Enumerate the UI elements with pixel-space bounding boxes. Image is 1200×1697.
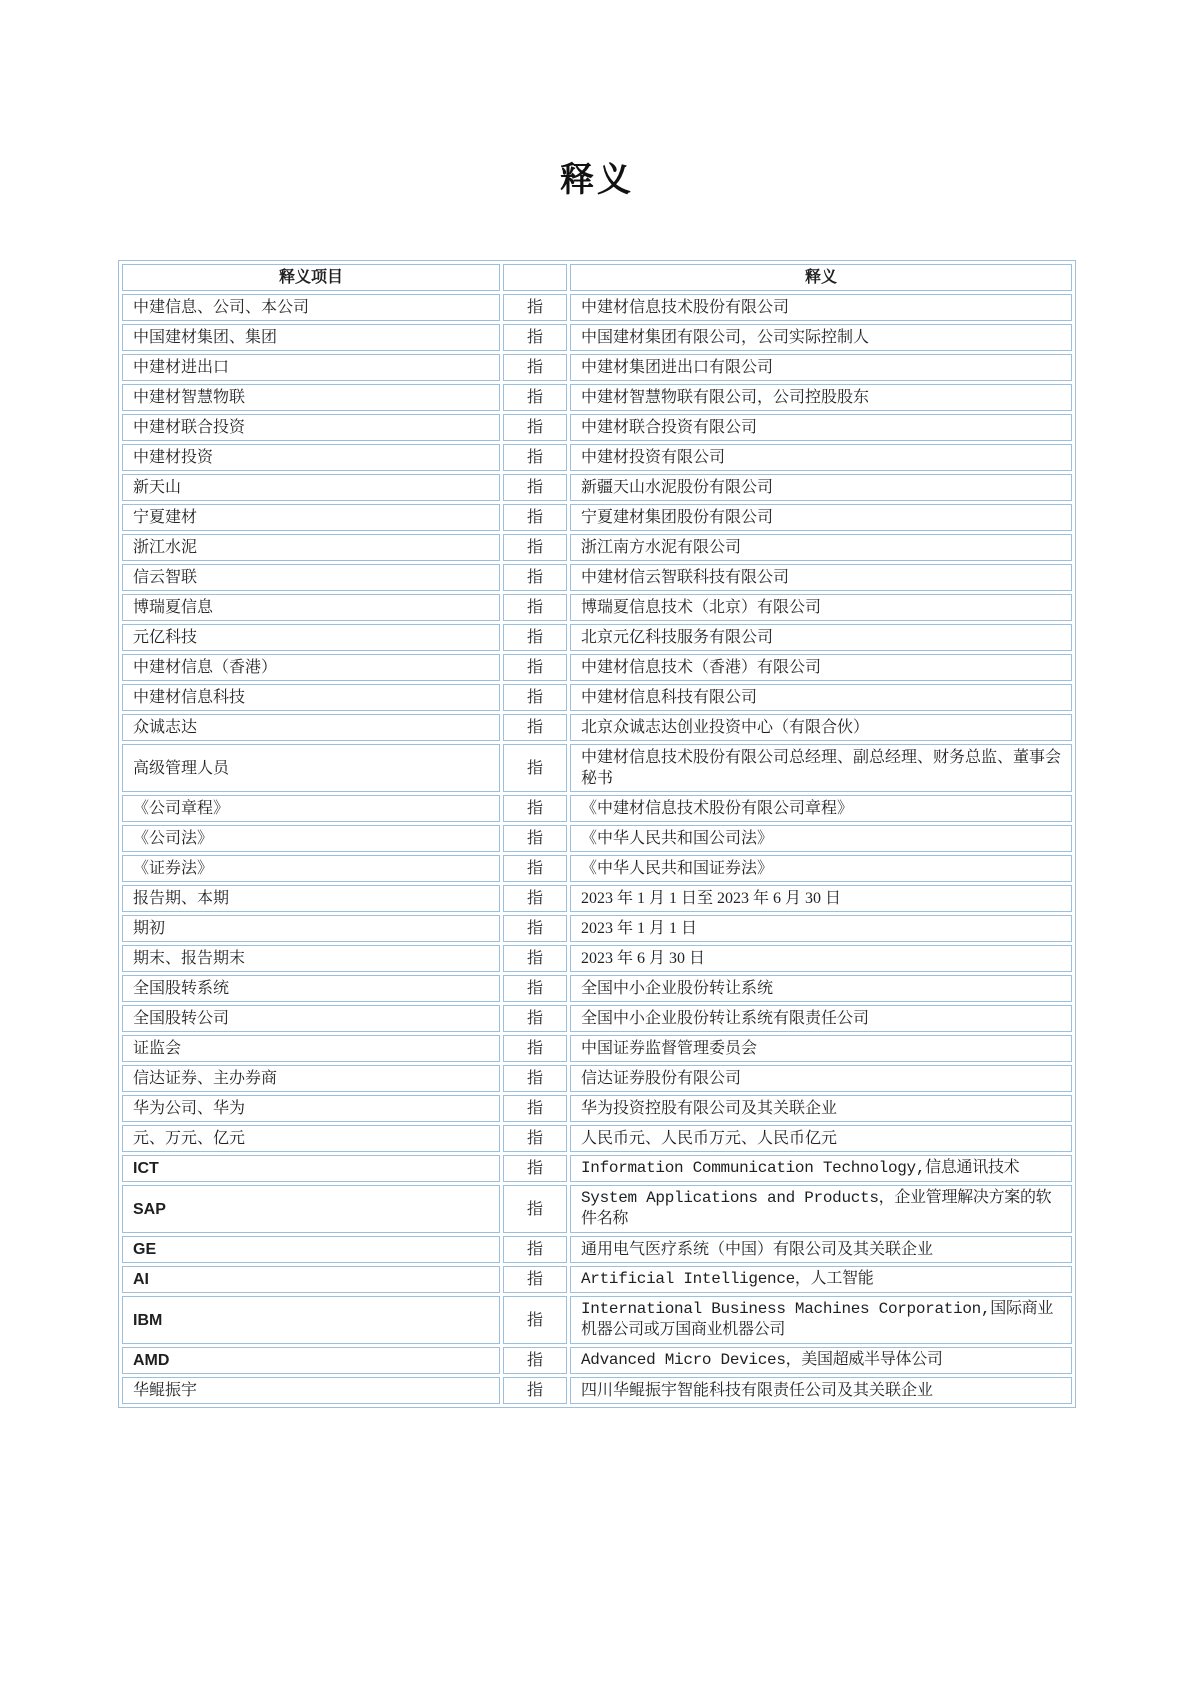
term-cell: 新天山 — [122, 474, 500, 501]
header-link-column — [503, 264, 567, 291]
definition-cell: International Business Machines Corporation,国际商业机器公司或万国商业机器公司 — [570, 1296, 1072, 1344]
table-row — [122, 564, 1072, 591]
term-cell: 全国股转系统 — [122, 975, 500, 1002]
zhi-cell: 指 — [503, 1065, 567, 1092]
table-row — [122, 1347, 1072, 1374]
term-cell: 华鲲振宇 — [122, 1377, 500, 1404]
definition-cell: 北京元亿科技服务有限公司 — [570, 624, 1072, 651]
definition-cell: 《中华人民共和国公司法》 — [570, 825, 1072, 852]
definition-cell: 信达证券股份有限公司 — [570, 1065, 1072, 1092]
definition-cell: Advanced Micro Devices，美国超威半导体公司 — [570, 1347, 1072, 1374]
zhi-cell: 指 — [503, 354, 567, 381]
definition-cell: 华为投资控股有限公司及其关联企业 — [570, 1095, 1072, 1122]
table-row — [122, 855, 1072, 882]
table-row — [122, 1266, 1072, 1293]
table-row — [122, 294, 1072, 321]
term-cell: 信云智联 — [122, 564, 500, 591]
table-row — [122, 1095, 1072, 1122]
table-row — [122, 384, 1072, 411]
table-row — [122, 1377, 1072, 1404]
term-cell: 《公司法》 — [122, 825, 500, 852]
table-row — [122, 504, 1072, 531]
zhi-cell: 指 — [503, 1125, 567, 1152]
table-row — [122, 1185, 1072, 1233]
table-row — [122, 744, 1072, 792]
table-row — [122, 1236, 1072, 1263]
definition-cell: 宁夏建材集团股份有限公司 — [570, 504, 1072, 531]
page-title: 释义 — [560, 161, 634, 199]
definition-cell: 中建材信息科技有限公司 — [570, 684, 1072, 711]
zhi-cell: 指 — [503, 1347, 567, 1374]
definitions-table — [118, 260, 1076, 1408]
definition-cell: 中建材信云智联科技有限公司 — [570, 564, 1072, 591]
table-row — [122, 1296, 1072, 1344]
term-cell: 期末、报告期末 — [122, 945, 500, 972]
table-row — [122, 795, 1072, 822]
definition-cell: 中国建材集团有限公司，公司实际控制人 — [570, 324, 1072, 351]
zhi-cell: 指 — [503, 855, 567, 882]
term-cell: 华为公司、华为 — [122, 1095, 500, 1122]
term-cell: 元、万元、亿元 — [122, 1125, 500, 1152]
definition-cell: 中建材信息技术股份有限公司 — [570, 294, 1072, 321]
definition-cell: System Applications and Products，企业管理解决方案的软件名称 — [570, 1185, 1072, 1233]
term-cell: AMD — [122, 1347, 500, 1374]
zhi-cell: 指 — [503, 1236, 567, 1263]
table-row — [122, 1065, 1072, 1092]
zhi-cell: 指 — [503, 1185, 567, 1233]
definition-cell: 中国证券监督管理委员会 — [570, 1035, 1072, 1062]
definition-cell: 2023 年 1 月 1 日至 2023 年 6 月 30 日 — [570, 885, 1072, 912]
table-header-row — [122, 264, 1072, 291]
zhi-cell: 指 — [503, 1035, 567, 1062]
zhi-cell: 指 — [503, 795, 567, 822]
term-cell: 宁夏建材 — [122, 504, 500, 531]
term-cell: 元亿科技 — [122, 624, 500, 651]
definition-cell: 2023 年 6 月 30 日 — [570, 945, 1072, 972]
zhi-cell: 指 — [503, 1296, 567, 1344]
table-row — [122, 1035, 1072, 1062]
term-cell: 全国股转公司 — [122, 1005, 500, 1032]
term-cell: 浙江水泥 — [122, 534, 500, 561]
definition-cell: 2023 年 1 月 1 日 — [570, 915, 1072, 942]
zhi-cell: 指 — [503, 885, 567, 912]
zhi-cell: 指 — [503, 474, 567, 501]
table-row — [122, 654, 1072, 681]
zhi-cell: 指 — [503, 504, 567, 531]
definition-cell: 中建材联合投资有限公司 — [570, 414, 1072, 441]
term-cell: IBM — [122, 1296, 500, 1344]
definition-cell: 新疆天山水泥股份有限公司 — [570, 474, 1072, 501]
term-cell: 众诚志达 — [122, 714, 500, 741]
zhi-cell: 指 — [503, 1095, 567, 1122]
table-row — [122, 534, 1072, 561]
definition-cell: 通用电气医疗系统（中国）有限公司及其关联企业 — [570, 1236, 1072, 1263]
zhi-cell: 指 — [503, 414, 567, 441]
zhi-cell: 指 — [503, 444, 567, 471]
zhi-cell: 指 — [503, 1155, 567, 1182]
zhi-cell: 指 — [503, 294, 567, 321]
table-row — [122, 1005, 1072, 1032]
definition-cell: 北京众诚志达创业投资中心（有限合伙） — [570, 714, 1072, 741]
table-row — [122, 354, 1072, 381]
definition-cell: 《中华人民共和国证券法》 — [570, 855, 1072, 882]
zhi-cell: 指 — [503, 1266, 567, 1293]
zhi-cell: 指 — [503, 945, 567, 972]
zhi-cell: 指 — [503, 384, 567, 411]
term-cell: 《公司章程》 — [122, 795, 500, 822]
term-cell: 期初 — [122, 915, 500, 942]
term-cell: GE — [122, 1236, 500, 1263]
zhi-cell: 指 — [503, 825, 567, 852]
zhi-cell: 指 — [503, 534, 567, 561]
table-row — [122, 825, 1072, 852]
zhi-cell: 指 — [503, 624, 567, 651]
definition-cell: Information Communication Technology,信息通讯技术 — [570, 1155, 1072, 1182]
definition-cell: 四川华鲲振宇智能科技有限责任公司及其关联企业 — [570, 1377, 1072, 1404]
definition-cell: 人民币元、人民币万元、人民币亿元 — [570, 1125, 1072, 1152]
term-cell: 中建材联合投资 — [122, 414, 500, 441]
table-row — [122, 624, 1072, 651]
zhi-cell: 指 — [503, 564, 567, 591]
zhi-cell: 指 — [503, 594, 567, 621]
table-row — [122, 1155, 1072, 1182]
header-definition-column: 释义 — [570, 264, 1072, 291]
term-cell: 报告期、本期 — [122, 885, 500, 912]
definition-cell: 全国中小企业股份转让系统有限责任公司 — [570, 1005, 1072, 1032]
definitions-table-body — [122, 294, 1072, 1404]
header-term-column: 释义项目 — [122, 264, 500, 291]
table-row — [122, 945, 1072, 972]
zhi-cell: 指 — [503, 1377, 567, 1404]
term-cell: 中建材智慧物联 — [122, 384, 500, 411]
term-cell: 高级管理人员 — [122, 744, 500, 792]
term-cell: 证监会 — [122, 1035, 500, 1062]
table-row — [122, 324, 1072, 351]
definition-cell: 中建材集团进出口有限公司 — [570, 354, 1072, 381]
table-row — [122, 714, 1072, 741]
table-row — [122, 414, 1072, 441]
table-row — [122, 885, 1072, 912]
term-cell: 中建材信息科技 — [122, 684, 500, 711]
table-row — [122, 594, 1072, 621]
zhi-cell: 指 — [503, 654, 567, 681]
term-cell: ICT — [122, 1155, 500, 1182]
zhi-cell: 指 — [503, 915, 567, 942]
definition-cell: 中建材智慧物联有限公司，公司控股股东 — [570, 384, 1072, 411]
zhi-cell: 指 — [503, 684, 567, 711]
term-cell: AI — [122, 1266, 500, 1293]
definition-cell: 中建材信息技术（香港）有限公司 — [570, 654, 1072, 681]
term-cell: 中建材投资 — [122, 444, 500, 471]
zhi-cell: 指 — [503, 744, 567, 792]
table-row — [122, 1125, 1072, 1152]
term-cell: 中建材进出口 — [122, 354, 500, 381]
definition-cell: 博瑞夏信息技术（北京）有限公司 — [570, 594, 1072, 621]
table-row — [122, 474, 1072, 501]
term-cell: 博瑞夏信息 — [122, 594, 500, 621]
zhi-cell: 指 — [503, 324, 567, 351]
term-cell: 中国建材集团、集团 — [122, 324, 500, 351]
definition-cell: 全国中小企业股份转让系统 — [570, 975, 1072, 1002]
document-page — [118, 0, 1076, 1408]
table-row — [122, 684, 1072, 711]
zhi-cell: 指 — [503, 1005, 567, 1032]
term-cell: 《证券法》 — [122, 855, 500, 882]
definition-cell: 中建材投资有限公司 — [570, 444, 1072, 471]
term-cell: SAP — [122, 1185, 500, 1233]
table-row — [122, 975, 1072, 1002]
term-cell: 中建信息、公司、本公司 — [122, 294, 500, 321]
definition-cell: 《中建材信息技术股份有限公司章程》 — [570, 795, 1072, 822]
definition-cell: 中建材信息技术股份有限公司总经理、副总经理、财务总监、董事会秘书 — [570, 744, 1072, 792]
term-cell: 中建材信息（香港） — [122, 654, 500, 681]
table-row — [122, 915, 1072, 942]
term-cell: 信达证券、主办券商 — [122, 1065, 500, 1092]
zhi-cell: 指 — [503, 975, 567, 1002]
definition-cell: 浙江南方水泥有限公司 — [570, 534, 1072, 561]
zhi-cell: 指 — [503, 714, 567, 741]
table-row — [122, 444, 1072, 471]
definition-cell: Artificial Intelligence，人工智能 — [570, 1266, 1072, 1293]
